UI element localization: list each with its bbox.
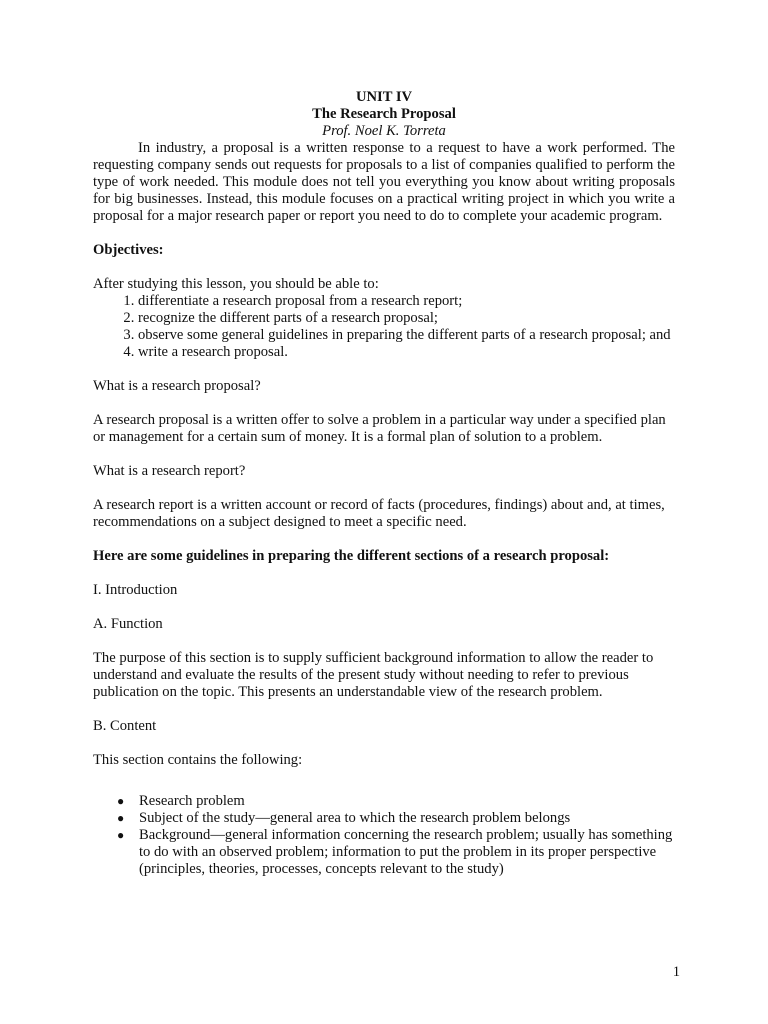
objective-item: 3. observe some general guidelines in preparing the different parts of a research proposal; and <box>138 327 675 344</box>
objective-item: 4. write a research proposal. <box>138 344 675 361</box>
author-line: Prof. Noel K. Torreta <box>322 123 446 139</box>
list-item-text: Background—general information concerning the research problem; usually has something to do with an observed problem; information to put the problem in its proper perspective (principles, theories, processes, concepts relevant to the study) <box>139 827 673 877</box>
answer-research-proposal: A research proposal is a written offer to solve a problem in a particular way under a specified plan or management for a certain sum of money. It is a formal plan of solution to a problem. <box>93 412 666 445</box>
objective-item: 1. differentiate a research proposal from a research report; <box>138 293 675 310</box>
document-title: The Research Proposal <box>312 106 456 122</box>
subsection-function-heading: A. Function <box>93 616 163 632</box>
list-item <box>93 810 675 827</box>
document-page <box>93 89 675 878</box>
objectives-heading: Objectives: <box>93 242 164 258</box>
list-item-text: Research problem <box>139 793 245 809</box>
list-item-text: Subject of the study—general area to which the research problem belongs <box>139 810 571 826</box>
question-research-proposal: What is a research proposal? <box>93 378 261 394</box>
bullet-icon: ● <box>117 811 125 825</box>
list-item <box>93 793 675 810</box>
page-number: 1 <box>672 964 680 980</box>
objectives-lead: After studying this lesson, you should be able to: <box>93 276 379 292</box>
answer-research-report: A research report is a written account or record of facts (procedures, findings) about and, at times, recommendations on a subject designed to meet a specific need. <box>93 497 665 530</box>
section-introduction-heading: I. Introduction <box>93 582 178 598</box>
bullet-icon: ● <box>117 794 125 808</box>
content-bullet-list <box>93 793 675 878</box>
list-item <box>93 827 675 878</box>
unit-label: UNIT IV <box>355 89 413 105</box>
function-paragraph: The purpose of this section is to supply sufficient background information to allow the reader to understand and evaluate the results of the present study without needing to refer to previous publication on the topic. This presents an understandable view of the research problem. <box>93 650 654 700</box>
objective-item: 2. recognize the different parts of a research proposal; <box>138 310 675 327</box>
objectives-list <box>93 293 675 361</box>
guidelines-heading: Here are some guidelines in preparing the different sections of a research proposal: <box>93 548 610 564</box>
bullet-icon: ● <box>117 828 125 842</box>
content-lead: This section contains the following: <box>93 752 303 768</box>
question-research-report: What is a research report? <box>93 463 246 479</box>
subsection-content-heading: B. Content <box>93 718 157 734</box>
intro-paragraph: In industry, a proposal is a written response to a request to have a work performed. The requesting company sends out requests for proposals to a list of companies qualified to perform the type of work needed. This module does not tell you everything you know about writing proposals for big businesses. Instead, this module focuses on a practical writing project in which you write a proposal for a major research paper or report you need to do to complete your academic program. <box>93 140 675 224</box>
